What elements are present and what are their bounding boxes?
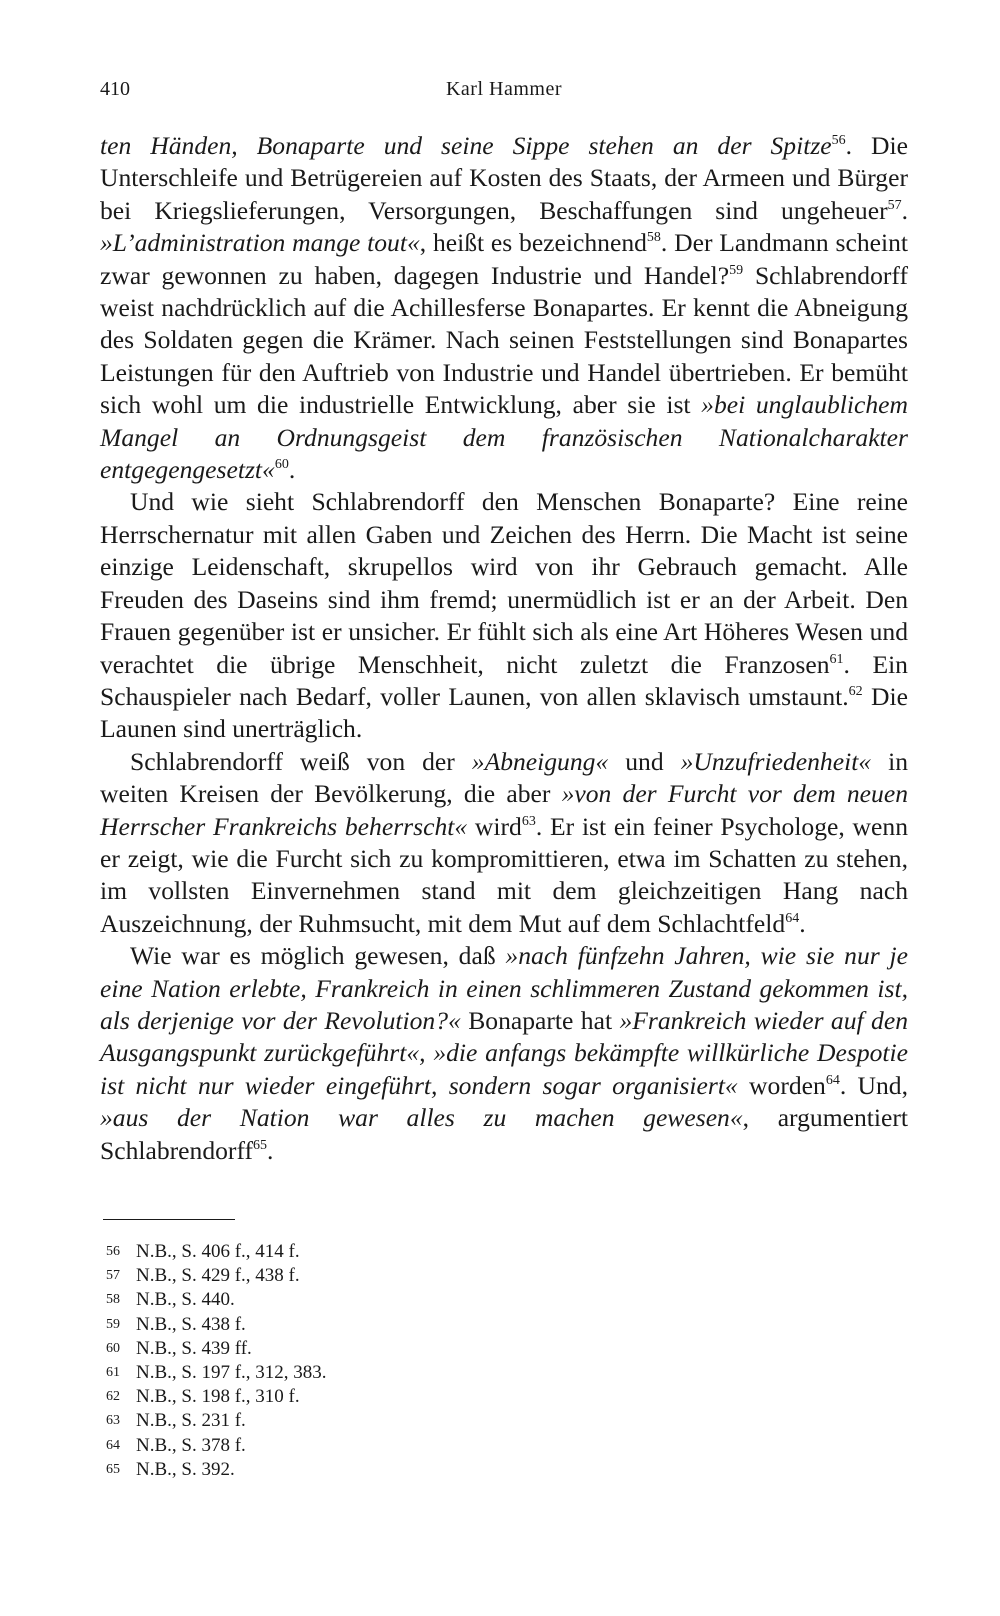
footnote-text: N.B., S. 197 f., 312, 383. [136, 1362, 327, 1384]
body-text [100, 130, 908, 1167]
footnote-text: N.B., S. 439 ff. [136, 1337, 252, 1359]
text-run: , argumentiert Schlabrendorff [100, 1103, 908, 1165]
text-run: . Er ist ein feiner Psychologe, wenn er zeigt, wie die Furcht sich zu kompromittieren, etwa im Schatten zu stehen, im vollsten Einvernehmen stand mit dem gleichzeitigen Hang nach Auszeichnung, der Ruhmsucht, mit dem Mut auf dem Schlachtfeld [100, 811, 908, 938]
italic-quote: »L’administration mange tout« [100, 228, 420, 258]
footnote-number: 58 [106, 1292, 120, 1308]
italic-quote: »aus der Nation war alles zu machen gewesen« [100, 1103, 743, 1133]
footnote [106, 1313, 327, 1337]
footnote-number: 61 [106, 1365, 120, 1381]
footnote-number: 65 [106, 1461, 120, 1477]
footnote-ref-63: 63 [521, 813, 536, 829]
text-run: Die Launen sind unerträglich. [100, 681, 908, 744]
running-title: Karl Hammer [445, 78, 562, 100]
footnote-number: 56 [106, 1244, 120, 1259]
text-run: Schlabrendorff weiß von der [130, 746, 472, 776]
text-run: . Der Landmann scheint zwar gewonnen zu haben, dagegen Industrie und Handel? [100, 228, 908, 290]
text-run: . [267, 1135, 274, 1165]
footnote-number: 59 [106, 1316, 120, 1332]
text-run: worden [737, 1070, 826, 1100]
footnote-number: 64 [106, 1437, 120, 1453]
paragraph-4 [100, 940, 908, 1167]
italic-quote: »Frankreich wieder auf den Ausgangspunkt zurückgeführt«, »die anfangs bekämpfte willkürliche Despotie ist nicht nur wieder eingeführt, sondern sogar organisiert« [100, 1005, 908, 1100]
footnote [106, 1409, 327, 1433]
footnote-ref-58: 58 [646, 230, 661, 246]
italic-quote: »Unzufriedenheit« [680, 746, 872, 776]
italic-quote: »von der Furcht vor dem neuen Herrscher Frankreichs beherrscht« [100, 779, 908, 841]
text-run: wird [467, 811, 522, 841]
footnote [106, 1361, 327, 1385]
footnote [106, 1385, 327, 1409]
footnote-text: N.B., S. 429 f., 438 f. [136, 1265, 300, 1287]
text-run: und [608, 746, 681, 776]
paragraph-2 [100, 486, 908, 745]
footnotes [106, 1240, 327, 1482]
italic-quote: ten Händen, Bonaparte und seine Sippe stehen an der Spitze [100, 131, 832, 160]
text-run: Bonaparte hat [460, 1005, 620, 1035]
footnote [106, 1288, 327, 1312]
page-number: 410 [100, 78, 130, 100]
footnote-text: N.B., S. 392. [136, 1458, 235, 1480]
footnote-ref-64: 64 [785, 910, 800, 926]
italic-quote: »Abneigung« [471, 746, 609, 776]
footnote-separator [103, 1219, 235, 1220]
text-run: . Die Unterschleife und Betrügereien auf Kosten des Staats, der Armeen und Bürger bei Kriegslieferungen, Versorgungen, Beschaffungen sind ungeheuer [100, 131, 908, 225]
footnote-ref-59: 59 [729, 262, 744, 278]
page-header [100, 78, 908, 108]
footnote [106, 1240, 327, 1264]
footnote-text: N.B., S. 438 f. [136, 1313, 246, 1335]
footnote [106, 1337, 327, 1361]
paragraph-1 [100, 130, 908, 486]
text-run: . [288, 455, 296, 485]
footnote-ref-60: 60 [274, 457, 289, 473]
text-run: Wie war es möglich gewesen, daß [130, 941, 506, 971]
italic-quote: »nach fünfzehn Jahren, wie sie nur je eine Nation erlebte, Frankreich in einen schlimmeren Zustand gekommen ist, als derjenige vor der Revolution?« [100, 941, 908, 1035]
footnote-text: N.B., S. 406 f., 414 f. [136, 1241, 300, 1262]
text-run: Schlabrendorff weist nachdrücklich auf die Achillesferse Bonapartes. Er kennt die Abneigung des Soldaten gegen die Krämer. Nach seinen Feststellungen sind Bonapartes Leistungen für den Auftrieb von Industrie und Handel übertrieben. Er bemüht sich wohl um die industrielle Entwicklung, aber sie ist [100, 260, 908, 420]
footnote-ref-64: 64 [825, 1072, 840, 1088]
text-run: . Und, [839, 1070, 908, 1100]
footnote [106, 1458, 327, 1482]
text-run: . [901, 195, 908, 225]
text-run: . [799, 908, 806, 938]
footnote-ref-62: 62 [848, 683, 863, 699]
footnote-ref-65: 65 [253, 1137, 268, 1153]
footnote-number: 60 [106, 1340, 120, 1356]
footnote-text: N.B., S. 231 f. [136, 1410, 246, 1432]
footnote-text: N.B., S. 378 f. [136, 1434, 246, 1456]
text-run: in weiten Kreisen der Bevölkerung, die aber [100, 746, 908, 809]
text-run: , heißt es bezeichnend [419, 228, 647, 258]
footnote-text: N.B., S. 198 f., 310 f. [136, 1386, 300, 1408]
footnote [106, 1434, 327, 1458]
footnote-ref-57: 57 [887, 197, 902, 213]
italic-quote: »bei unglaublichem Mangel an Ordnungsgeist dem französischen Nationalcharakter entgegengesetzt« [100, 390, 908, 485]
footnote-ref-61: 61 [829, 651, 844, 667]
footnote-ref-56: 56 [831, 133, 846, 148]
footnote [106, 1264, 327, 1288]
footnote-number: 62 [106, 1389, 120, 1405]
footnote-number: 63 [106, 1413, 120, 1429]
footnote-text: N.B., S. 440. [136, 1289, 235, 1311]
footnote-number: 57 [106, 1268, 120, 1284]
text-run: . Ein Schauspieler nach Bedarf, voller Launen, von allen sklavisch umstaunt. [100, 649, 908, 711]
text-run: Und wie sieht Schlabrendorff den Menschen Bonaparte? Eine reine Herrschernatur mit allen Gaben und Zeichen des Herrn. Die Macht ist seine einzige Leidenschaft, skrupellos wird von ihr Gebrauch gemacht. Alle Freuden des Daseins sind ihm fremd; unermüdlich ist er an der Arbeit. Den Frauen gegenüber ist er unsicher. Er fühlt sich als eine Art Höheres Wesen und verachtet die übrige Menschheit, nicht zuletzt die Franzosen [100, 487, 908, 679]
paragraph-3 [100, 746, 908, 940]
